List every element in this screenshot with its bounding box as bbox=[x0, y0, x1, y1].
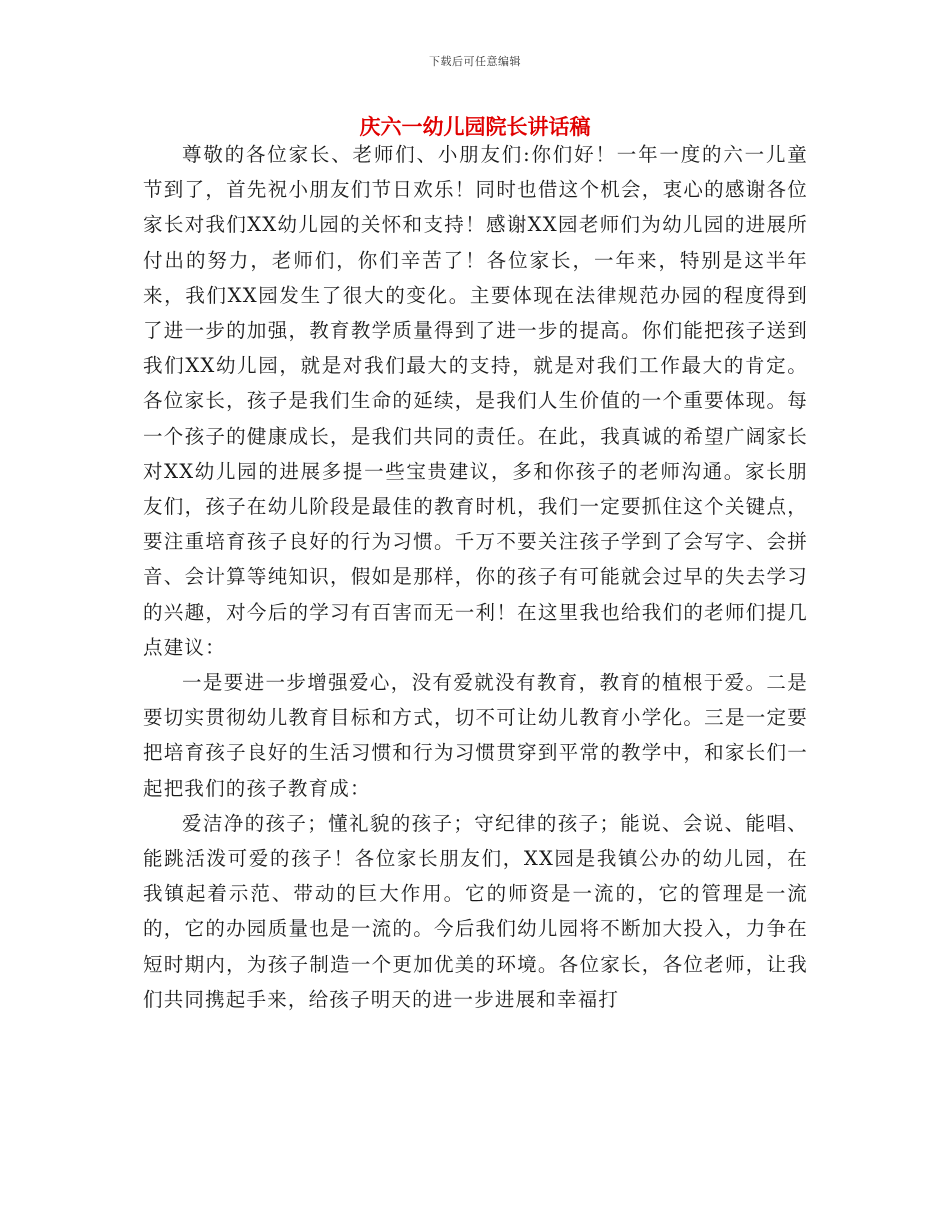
paragraph-1: 尊敬的各位家长、老师们、小朋友们:你们好！一年一度的六一儿童节到了，首先祝小朋友们节日欢乐！同时也借这个机会，衷心的感谢各位家长对我们XX幼儿园的关怀和支持！感谢XX园老师们为幼儿园的进展所付出的努力，老师们，你们辛苦了！各位家长，一年来，特别是这半年来，我们XX园发生了很大的变化。主要体现在法律规范办园的程度得到了进一步的加强，教育教学质量得到了进一步的提高。你们能把孩子送到我们XX幼儿园，就是对我们最大的支持，就是对我们工作最大的肯定。各位家长，孩子是我们生命的延续，是我们人生价值的一个重要体现。每一个孩子的健康成长，是我们共同的责任。在此，我真诚的希望广阔家长对XX幼儿园的进展多提一些宝贵建议，多和你孩子的老师沟通。家长朋友们，孩子在幼儿阶段是最佳的教育时机，我们一定要抓住这个关键点，要注重培育孩子良好的行为习惯。千万不要关注孩子学到了会写字、会拼音、会计算等纯知识，假如是那样，你的孩子有可能就会过早的失去学习的兴趣，对今后的学习有百害而无一利！在这里我也给我们的老师们提几点建议： bbox=[143, 143, 808, 659]
document-body bbox=[143, 137, 808, 1017]
paragraph-2: 一是要进一步增强爱心，没有爱就没有教育，教育的植根于爱。二是要切实贯彻幼儿教育目标和方式，切不可让幼儿教育小学化。三是一定要把培育孩子良好的生活习惯和行为习惯贯穿到平常的教学中，和家长们一起把我们的孩子教育成： bbox=[143, 671, 808, 800]
page-header-note: 下载后可任意编辑 bbox=[429, 55, 521, 68]
document-title: 庆六一幼儿园院长讲话稿 bbox=[359, 114, 591, 139]
paragraph-3: 爱洁净的孩子；懂礼貌的孩子；守纪律的孩子；能说、会说、能唱、能跳活泼可爱的孩子！各位家长朋友们，XX园是我镇公办的幼儿园，在我镇起着示范、带动的巨大作用。它的师资是一流的，它的管理是一流的，它的办园质量也是一流的。今后我们幼儿园将不断加大投入，力争在短时期内，为孩子制造一个更加优美的环境。各位家长，各位老师，让我们共同携起手来，给孩子明天的进一步进展和幸福打 bbox=[143, 811, 808, 1011]
